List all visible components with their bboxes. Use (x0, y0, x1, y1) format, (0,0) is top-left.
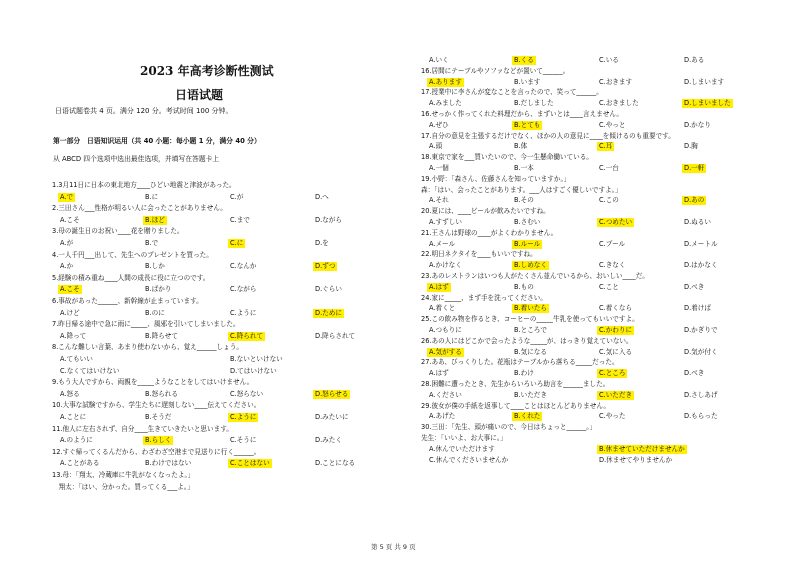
option-row (427, 283, 767, 292)
answer-option: A.が (60, 239, 74, 247)
answer-option: D.ながら (315, 215, 342, 224)
question-stem: 17.自分の意見を主張するだけでなく、ほかの人の意見に____を傾けるのも重要です。 (421, 131, 675, 140)
option-row (58, 332, 398, 341)
option-row (427, 164, 767, 173)
answer-option: D.みたいに (315, 413, 349, 421)
answer-option: A.怒る (60, 389, 80, 398)
answer-option: D.休ませてやりませんか (599, 455, 673, 464)
answer-option: D.気が付く (684, 347, 718, 356)
answer-option-highlighted: C.ことはない (230, 459, 270, 468)
answer-option: D.胸 (684, 142, 698, 151)
answer-option: A.つもりに (429, 326, 462, 334)
answer-option: B.います (514, 77, 541, 86)
option-row (58, 309, 398, 318)
question-stem: 18.東京で家を___買いたいので、今一生懸命働いている。 (421, 153, 593, 162)
exam-subject: 日语试题 (175, 88, 224, 102)
answer-option: B.ばかり (145, 285, 172, 294)
answer-option: D.降らされて (315, 331, 356, 340)
question-stem: 16.居間にテーブルやソファなどが置いて______。 (421, 66, 570, 75)
question-stem: 23.あのレストランはいつも人がたくさん並んでいるから、おいしい____だ。 (421, 272, 649, 280)
option-row (58, 459, 398, 468)
answer-option: B.ないといけない (230, 355, 283, 363)
answer-option: C.この (599, 196, 619, 205)
answer-option: D.メートル (684, 239, 718, 248)
option-row (427, 142, 767, 151)
answer-option: B.一本 (514, 164, 534, 172)
question-stem: 22.明日ネクタイを____もいいですね。 (421, 250, 537, 259)
answer-option: B.その (514, 196, 534, 205)
answer-option-highlighted: D.しまいました (684, 99, 731, 108)
question-stem: 19.小野：「森さん、佐藤さんを知っていますか。」 (421, 174, 571, 183)
answer-option: C.ように (230, 308, 257, 317)
answer-option-highlighted: C.いただき (599, 390, 633, 399)
option-row (427, 196, 767, 205)
answer-option: D.ある (684, 56, 705, 64)
option-row (58, 216, 398, 225)
answer-option: A.ぜひ (429, 120, 449, 129)
answer-option: D.かなり (684, 120, 711, 129)
answer-option: C.ながら (230, 285, 257, 294)
question-stem: 27.ああ、びっくりした。花瓶はテーブルから落ちる_____だった。 (421, 358, 619, 367)
option-row (58, 436, 398, 445)
answer-option-highlighted: C.に (230, 239, 244, 247)
question-stem: 12.すぐ帰ってくるんだから、わざわざ空港まで見送りに行く______。 (52, 447, 261, 456)
answer-option: B.しか (145, 262, 165, 271)
answer-option: A.すずしい (429, 218, 462, 226)
answer-option: C.休んでくださいませんか (429, 455, 509, 464)
question-stem: 9.もう大人ですから、両親を_____ようなことをしてはいけません。 (52, 378, 254, 387)
option-row (427, 78, 767, 87)
question-stem: 翔太：「はい、分かった。買ってくる___よ。」 (52, 482, 194, 491)
option-row (58, 262, 398, 271)
option-row (427, 121, 767, 130)
option-row (58, 285, 398, 294)
answer-option: A.それ (429, 196, 449, 205)
answer-option-highlighted: B.くる (514, 56, 534, 64)
option-row (427, 369, 767, 378)
answer-option: A.一個 (429, 164, 449, 172)
question-stem: 10.大事な試験ですから、学生たちに遅刻しない____伝えてください。 (52, 401, 261, 410)
answer-option-highlighted: D.一軒 (684, 164, 705, 172)
question-stem: 4.一人千円___出して、先生へのプレゼントを買った。 (52, 250, 213, 259)
answer-option: C.着くなら (599, 304, 633, 313)
answer-option-highlighted: B.休ませていただけませんか (599, 444, 685, 453)
answer-option: D.ぐらい (315, 285, 342, 294)
answer-option: A.けど (60, 308, 80, 317)
option-row (58, 193, 398, 202)
answer-option-highlighted: B.ルール (514, 239, 541, 248)
question-stem: 21.王さんは野球の____がよくわかりません。 (421, 228, 558, 237)
answer-option: B.降らせて (145, 331, 178, 340)
answer-option: A.のように (60, 436, 93, 445)
answer-option: B.ところで (514, 326, 547, 334)
answer-option: B.いただき (514, 390, 547, 399)
answer-option: B.のに (145, 308, 165, 317)
answer-option: C.プール (599, 239, 626, 248)
answer-option: D.かぎりで (684, 326, 718, 334)
question-stem: 3.母の誕生日のお祝い____花を贈りました。 (52, 227, 184, 236)
option-row (427, 304, 767, 313)
answer-option-highlighted: B.くれた (514, 412, 541, 421)
answer-option: C.気に入る (599, 347, 633, 356)
answer-option-highlighted: A.こそ (60, 285, 80, 294)
option-row (58, 390, 398, 399)
option-row (427, 456, 767, 465)
answer-option: C.やっと (599, 120, 626, 129)
option-row (427, 218, 767, 227)
answer-option-highlighted: B.ほど (145, 215, 165, 224)
answer-option: C.なんか (230, 262, 257, 271)
answer-option: B.そうだ (145, 413, 172, 421)
question-stem: 17.授業中に李さんが変なことを言ったので、笑って______。 (421, 88, 603, 97)
answer-option-highlighted: A.あります (429, 77, 462, 86)
answer-option-highlighted: A.はず (429, 282, 449, 291)
option-row (427, 326, 767, 335)
answer-option: A.こそ (60, 215, 80, 224)
option-row (427, 412, 767, 421)
question-stem: 24.家に_____、まず手を洗ってください。 (421, 293, 547, 302)
answer-option: A.メール (429, 239, 456, 248)
answer-option: D.べき (684, 369, 705, 378)
section-heading: 第一部分 日语知识运用（共 40 小题：每小题 1 分，满分 40 分） (53, 137, 261, 145)
answer-option: C.いる (599, 56, 619, 64)
question-stem: 26.あの人にはどこかで会ったような_____が、はっきり覚えていない。 (421, 336, 633, 345)
question-stem: 2.三田さん___性格が明るい人に会ったことがありません。 (52, 204, 227, 213)
answer-option-highlighted: D.あの (684, 196, 705, 205)
answer-option-highlighted: C.つめたい (599, 218, 633, 226)
answer-option-highlighted: A.気がする (429, 347, 462, 356)
question-stem: 8.こんな難しい言葉、あまり使わないから、覚え______しょう。 (52, 343, 243, 352)
answer-option: A.頭 (429, 142, 443, 151)
answer-option-highlighted: D.怒らせる (315, 389, 349, 398)
answer-option: A.はず (429, 369, 449, 378)
answer-option: B.わけ (514, 369, 534, 378)
question-stem: 11.他人に左右されず、自分____生きていきたいと思います。 (52, 424, 233, 433)
answer-option: D.ことになる (315, 459, 356, 468)
answer-option-highlighted: A.で (60, 192, 74, 201)
answer-option: B.さむい (514, 218, 541, 226)
answer-option: A.ことがある (60, 459, 100, 468)
option-row (427, 261, 767, 270)
answer-option: A.休んでいただけます (429, 444, 495, 453)
option-row (427, 445, 767, 454)
question-stem: 7.昨日帰る途中で急に雨に_____、風邪を引いてしまいました。 (52, 320, 240, 329)
answer-option-highlighted: B.とても (514, 120, 541, 129)
option-row (58, 367, 398, 376)
exam-meta: 日语试题卷共 4 页。满分 120 分。考试时间 100 分钟。 (55, 107, 233, 115)
answer-option: D.てはいけない (230, 366, 277, 375)
answer-option-highlighted: B.らしく (145, 436, 172, 445)
question-stem: 先生：「いいよ、お大事に。」 (421, 434, 507, 442)
question-stem: 13.母：「翔太、冷蔵庫に牛乳がなくなったよ。」 (52, 471, 195, 479)
question-stem: 25.この飲み物を作るとき、コーヒーの_____牛乳を使ってもいいですよ。 (421, 315, 639, 324)
answer-option-highlighted: B.着いたら (514, 304, 547, 313)
answer-option: C.一台 (599, 164, 619, 172)
answer-option: C.おきます (599, 77, 633, 86)
exam-title: 2023 年高考诊断性测试 (140, 64, 274, 78)
answer-option: D.へ (315, 192, 329, 201)
answer-option-highlighted: B.しめなく (514, 261, 547, 270)
answer-option-highlighted: C.降られて (230, 331, 264, 340)
answer-option: D.みたく (315, 436, 342, 445)
page-footer: 第 5 页 共 9 页 (371, 543, 416, 551)
answer-option-highlighted: C.かわりに (599, 326, 633, 334)
option-row (427, 348, 767, 357)
answer-option: B.に (145, 192, 159, 201)
answer-option: B.わけではない (145, 459, 192, 468)
answer-option: A.いく (429, 56, 449, 64)
answer-option: A.ことに (60, 413, 87, 421)
question-stem: 5.経験の積み重ね____人間の成長に役に立つのです。 (52, 273, 210, 282)
option-row (427, 56, 767, 65)
answer-option: B.で (145, 239, 159, 247)
instruction-text: 从 ABCD 四个选项中选出最佳选项，并填写在答题卡上 (53, 155, 220, 163)
question-stem: 6.事故があった______、新幹線が止まっています。 (52, 297, 203, 305)
question-stem: 29.彼女が僕の手紙を返事して____ことはほとんどありません。 (421, 401, 610, 410)
question-stem: 16.せっかく作ってくれた料理だから、まずいとは____言えません。 (421, 110, 623, 118)
answer-option: A.てもいい (60, 355, 93, 363)
answer-option: A.降って (60, 331, 87, 340)
question-stem: 30.三田：「先生、頭が痛いので、今日はちょっと______。」 (421, 423, 597, 432)
answer-option: B.怒られる (145, 389, 178, 398)
answer-option: B.だしました (514, 99, 554, 108)
answer-option: C.そうに (230, 436, 257, 445)
answer-option: D.はかなく (684, 261, 718, 270)
answer-option: A.みました (429, 99, 462, 108)
answer-option: C.やった (599, 412, 626, 421)
option-row (427, 391, 767, 400)
option-row (427, 240, 767, 249)
answer-option-highlighted: C.ように (230, 413, 257, 421)
answer-option: A.ください (429, 390, 462, 399)
question-stem: 森：「はい、会ったことがあります。___人はすごく優しいですよ。」 (421, 185, 622, 194)
option-row (58, 413, 398, 422)
answer-option: D.もらった (684, 412, 718, 421)
answer-option-highlighted: C.耳 (599, 142, 613, 151)
option-row (58, 355, 398, 364)
answer-option: B.もの (514, 282, 534, 291)
answer-option: B.体 (514, 142, 528, 151)
answer-option: B.気になる (514, 347, 547, 356)
answer-option: D.を (315, 239, 329, 247)
answer-option: A.かけなく (429, 261, 462, 270)
answer-option: C.おきました (599, 99, 639, 108)
answer-option: C.が (230, 192, 244, 201)
answer-option: C.きなく (599, 261, 626, 270)
option-row (58, 239, 398, 248)
answer-option: A.着くと (429, 304, 456, 313)
answer-option: C.なくてはいけない (60, 366, 120, 375)
answer-option: C.怒らない (230, 389, 264, 398)
answer-option: D.さしあげ (684, 390, 718, 399)
question-stem: 1.3月11日に日本の東北地方____ひどい地震と津波があった。 (52, 181, 236, 189)
answer-option: D.着けば (684, 304, 711, 313)
question-stem: 28.困難に遭ったとき、先生からいろいろ助言を______ました。 (421, 380, 610, 388)
answer-option: A.か (60, 262, 74, 271)
answer-option: D.しまいます (684, 77, 725, 86)
answer-option: D.ぬるい (684, 218, 711, 226)
question-stem: 20.夏には、____ビールが飲みたいですね。 (421, 207, 550, 216)
answer-option: D.べき (684, 282, 705, 291)
option-row (427, 99, 767, 108)
answer-option-highlighted: D.ずつ (315, 262, 336, 271)
answer-option: A.あげた (429, 412, 456, 421)
answer-option: C.まで (230, 215, 250, 224)
answer-option-highlighted: D.ために (315, 308, 342, 317)
answer-option: C.こと (599, 282, 619, 291)
answer-option-highlighted: C.ところ (599, 369, 626, 378)
